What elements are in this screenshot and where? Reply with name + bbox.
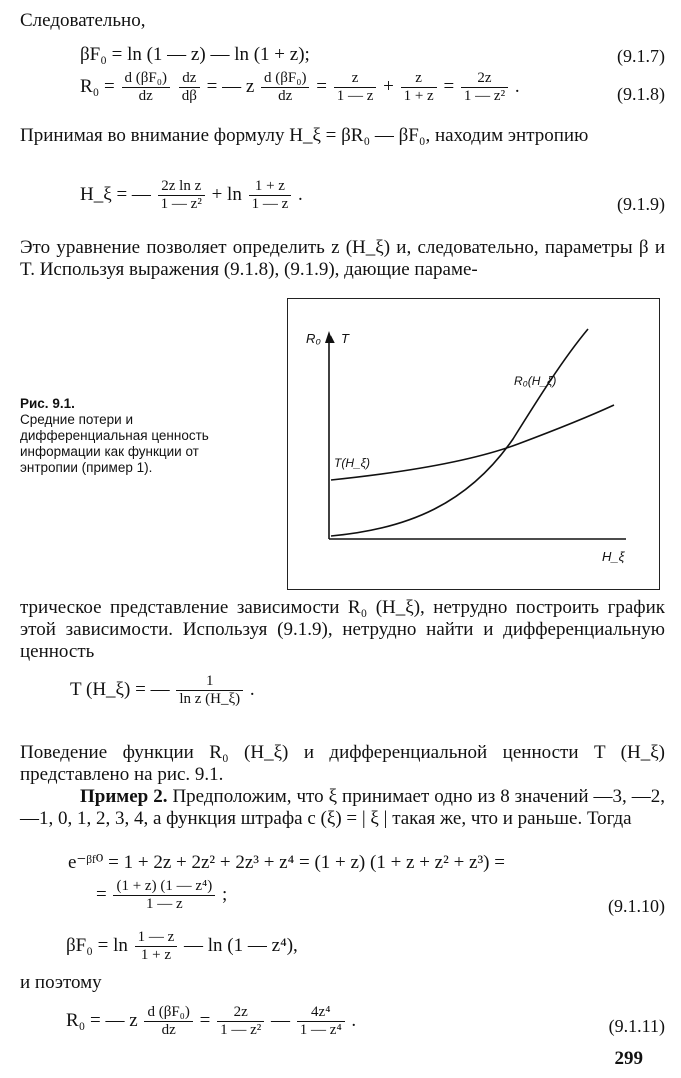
equation-9-1-11: R₀ = — z $\frac{\text{d (βF₀)}}{dz}$ = $\frac{2z}{\text{1 — z²}}$ — $\frac{\text{4z⁴}}{\text{1 — z⁴}}$ . [66, 1004, 357, 1038]
fraction [461, 70, 508, 105]
fraction [179, 70, 200, 105]
eq-term: = [96, 883, 107, 905]
denominator: dz [144, 1021, 192, 1039]
eq-term: T (H_ξ) = — [70, 678, 170, 700]
eq-term: + ln [211, 183, 242, 205]
denominator: 1 — z² [461, 87, 508, 105]
caption-text: Средние потери и дифференциальная ценность информации как функции от энтропии (пример 1). [20, 412, 209, 475]
denominator: dz [122, 87, 170, 105]
denominator: ln z (H_ξ) [176, 690, 243, 708]
numerator: 2z ln z [161, 178, 202, 194]
equation-9-1-10-line2: = $\frac{\text{(1 + z) (1 — z⁴)}}{1 — z}$ ; [96, 878, 228, 912]
curve-t [331, 405, 614, 480]
equation-9-1-9: H_ξ = — $\frac{\text{2z ln z}}{\text{1 — z²}}$ + ln $\frac{1 + z}{1 — z}$ . [80, 178, 303, 212]
numerator: d (βF₀) [124, 70, 167, 86]
curve-t-label: T(H_ξ) [334, 456, 371, 470]
numerator: dz [182, 70, 197, 86]
text-paragraph: Принимая во внимание формулу H_ξ = βR₀ — βF₀, находим энтропию [20, 125, 589, 146]
y-axis-label: R₀ ▲ T [306, 331, 349, 346]
equation-9-1-10-line1: e⁻ᵝᶠ⁰ = 1 + 2z + 2z² + 2z³ + z⁴ = (1 + z) (1 + z + z² + z³) = [68, 852, 505, 873]
denominator: 1 — z⁴ [297, 1021, 345, 1039]
eq-term: βF₀ = ln [66, 934, 128, 956]
fraction [122, 70, 170, 105]
denominator: dβ [179, 87, 200, 105]
denominator: 1 — z² [158, 195, 205, 213]
text-line: Следовательно, [20, 10, 146, 31]
eq-term: R₀ = — z [66, 1009, 138, 1031]
equation-9-1-7: βF₀ = ln (1 — z) — ln (1 + z); [80, 44, 310, 65]
eq-term: H_ξ = — [80, 183, 151, 205]
fraction [261, 70, 309, 105]
text-line: и поэтому [20, 972, 102, 993]
example-label: Пример 2. [80, 786, 168, 807]
fraction [135, 929, 178, 964]
equation-number: (9.1.9) [617, 194, 665, 214]
numerator: (1 + z) (1 — z⁴) [116, 878, 213, 894]
fraction [144, 1004, 192, 1039]
figure-frame [287, 298, 660, 590]
text-paragraph: трическое представление зависимости R₀ (H_ξ), нетрудно построить график этой зависимости. Используя (9.1.9), нетрудно найти и дифференциальную ценность [20, 597, 665, 662]
numerator: z [351, 70, 359, 86]
numerator: 1 + z [254, 178, 285, 194]
fraction [297, 1004, 345, 1039]
fraction [334, 70, 377, 105]
curve-r0-label: R₀(H_ξ) [514, 374, 557, 388]
x-axis-label: H_ξ [602, 549, 625, 564]
equation-t: T (H_ξ) = — $\frac{1}{\text{ln z (H\_ξ)}}$ . [70, 673, 255, 707]
numerator: z [415, 70, 422, 86]
equation-number: (9.1.7) [617, 46, 665, 66]
numerator: 2z [477, 70, 492, 86]
example-text: Предположим, что ξ принимает одно из 8 значений —3, —2, —1, 0, 1, 2, 3, 4, а функция штрафа c (ξ) = | ξ | такая же, что и раньше. Тогда [20, 786, 665, 829]
page-number: 299 [614, 1048, 643, 1069]
numerator: d (βF₀) [264, 70, 307, 86]
equation-9-1-8: R₀ = $\frac{\text{d (βF₀)}}{dz}$ $\frac{dz}{d\beta}$ = — z $\frac{\text{d (βF₀)}}{dz}$ = $\frac{z}{1 — z}$ + $\frac{z}{1 + z}$ = $\frac{2z}{\text{1 — z²}}$ . [80, 70, 520, 104]
fraction [176, 673, 243, 708]
eq-term: — ln (1 — z⁴), [184, 934, 298, 956]
numerator: 1 — z [137, 929, 175, 945]
text-paragraph: Это уравнение позволяет определить z (H_ξ) и, следовательно, параметры β и T. Используя выражения (9.1.8), (9.1.9), дающие параме- [20, 237, 665, 280]
denominator: 1 + z [135, 946, 178, 964]
fraction [113, 878, 215, 913]
equation-number: (9.1.10) [608, 896, 665, 916]
caption-title: Рис. 9.1. [20, 396, 75, 411]
fraction [158, 178, 205, 213]
equation-number: (9.1.8) [617, 84, 665, 104]
fraction [249, 178, 292, 213]
numerator: 2z [233, 1004, 248, 1020]
denominator: 1 — z [249, 195, 292, 213]
numerator: 4z⁴ [311, 1004, 331, 1020]
figure-plot [288, 299, 659, 589]
numerator: d (βF₀) [147, 1004, 190, 1020]
text-paragraph [20, 786, 665, 830]
numerator: 1 [206, 673, 214, 689]
figure-caption [20, 396, 255, 476]
denominator: dz [261, 87, 309, 105]
equation-number: (9.1.11) [608, 1016, 665, 1036]
fraction [401, 70, 437, 105]
eq-term: R₀ = [80, 75, 115, 97]
eq-term: = — z [206, 75, 255, 97]
fraction [217, 1004, 264, 1039]
text-paragraph: Поведение функции R₀ (H_ξ) и дифференциальной ценности T (H_ξ) представлено на рис. 9.1. [20, 742, 665, 785]
denominator: 1 — z [334, 87, 377, 105]
denominator: 1 — z² [217, 1021, 264, 1039]
denominator: 1 — z [113, 895, 215, 913]
equation-9-1-10-line3 [66, 929, 298, 964]
denominator: 1 + z [401, 87, 437, 105]
